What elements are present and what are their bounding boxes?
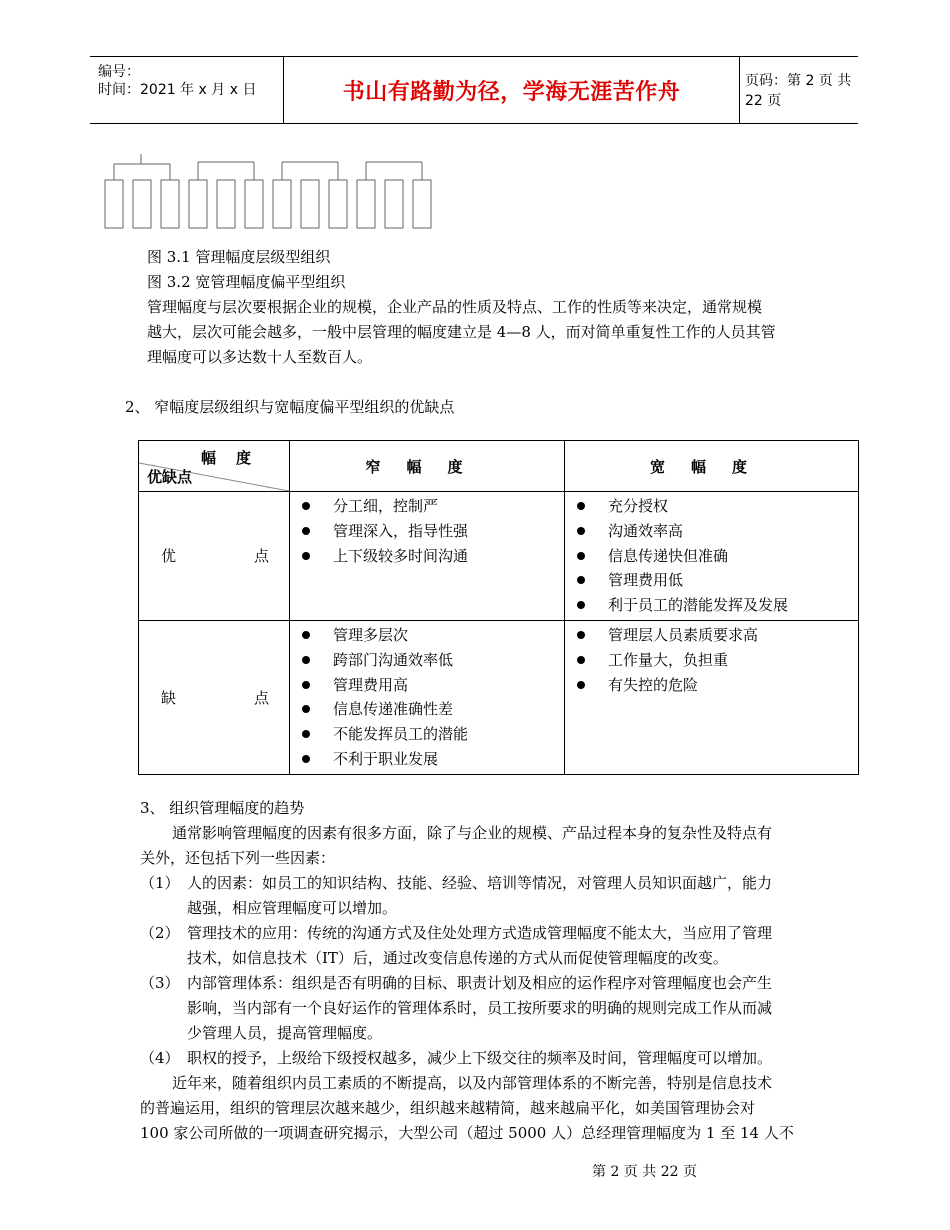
cons-label-a: 缺	[161, 688, 177, 707]
factor-text: 技术，如信息技术（IT）后，通过改变信息传递的方式从而促使管理幅度的改变。	[187, 949, 728, 967]
list-item: 充分授权	[575, 494, 858, 519]
list-item: 沟通效率高	[575, 519, 858, 544]
section-2-heading: 2、 窄幅度层级组织与宽幅度偏平型组织的优缺点	[125, 398, 455, 416]
factor-text: 越强，相应管理幅度可以增加。	[187, 899, 398, 917]
list-item: 管理层人员素质要求高	[575, 623, 858, 648]
factor-text: 影响，当内部有一个良好运作的管理体系时，员工按所要求的明确的规则完成工作从而减	[187, 999, 773, 1017]
list-item: 有失控的危险	[575, 673, 858, 698]
factor-text: 内部管理体系：组织是否有明确的目标、职责计划及相应的运作程序对管理幅度也会产生	[187, 974, 773, 992]
list-item: 上下级较多时间沟通	[300, 544, 564, 569]
factor-number: （1）	[140, 874, 180, 892]
org-node	[161, 180, 179, 228]
row-header-pros	[139, 492, 290, 621]
org-node	[273, 180, 291, 228]
factor-text: 少管理人员，提高管理幅度。	[187, 1024, 383, 1042]
table-row-pros	[139, 492, 859, 621]
factor-text: 管理技术的应用：传统的沟通方式及住处处理方式造成管理幅度不能太大，当应用了管理	[187, 924, 773, 942]
pros-label-b: 点	[253, 547, 269, 566]
figure-caption-3-1: 图 3.1 管理幅度层级型组织	[147, 248, 331, 266]
factor-number: （4）	[140, 1049, 180, 1067]
factor-3	[140, 971, 840, 1046]
org-node	[385, 180, 403, 228]
list-item: 不能发挥员工的潜能	[300, 722, 564, 747]
col-header-wide: 宽幅度	[565, 441, 859, 492]
org-node	[413, 180, 431, 228]
org-node	[329, 180, 347, 228]
org-chart-diagram	[100, 150, 440, 230]
narrow-pros-cell	[290, 492, 565, 621]
list-item: 工作量大，负担重	[575, 648, 858, 673]
list-item: 不利于职业发展	[300, 747, 564, 772]
doc-number-label: 编号：	[98, 64, 140, 80]
wide-pros-cell	[565, 492, 859, 621]
header-motto: 书山有路勤为径，学海无涯苦作舟	[342, 79, 681, 105]
factor-number: （2）	[140, 924, 180, 942]
section-3-intro: 关外，还包括下列一些因素：	[140, 849, 336, 867]
org-node	[245, 180, 263, 228]
list-item: 管理费用高	[300, 673, 564, 698]
page-header	[90, 56, 858, 124]
intro-line: 管理幅度与层次要根据企业的规模，企业产品的性质及特点、工作的性质等来决定，通常规模	[147, 298, 763, 316]
header-motto-cell	[283, 57, 740, 123]
doc-time-label: 时间：2021 年 x 月 x 日	[98, 82, 257, 98]
org-node	[189, 180, 207, 228]
row-header-cons	[139, 620, 290, 774]
list-item: 信息传递准确性差	[300, 697, 564, 722]
cons-label-b: 点	[253, 688, 269, 707]
pros-label-a: 优	[161, 547, 177, 566]
figure-caption-3-2: 图 3.2 宽管理幅度偏平型组织	[147, 273, 346, 291]
corner-top-label: 幅度	[200, 449, 271, 467]
org-node	[105, 180, 123, 228]
org-node	[357, 180, 375, 228]
list-item: 利于员工的潜能发挥及发展	[575, 593, 858, 618]
table-header-row	[139, 441, 859, 492]
intro-line: 越大，层次可能会越多，一般中层管理的幅度建立是 4—8 人，而对简单重复性工作的人员其管	[147, 323, 776, 341]
factor-1	[140, 871, 840, 921]
closing-paragraph-line: 100 家公司所做的一项调查研究揭示，大型公司（超过 5000 人）总经理管理幅度为 1 至 14 人不	[140, 1124, 794, 1142]
list-item: 管理深入，指导性强	[300, 519, 564, 544]
col-header-narrow: 窄幅度	[290, 441, 565, 492]
header-meta	[90, 57, 283, 123]
comparison-table	[138, 440, 859, 775]
table-row-cons	[139, 620, 859, 774]
section-3-intro: 通常影响管理幅度的因素有很多方面，除了与企业的规模、产品过程本身的复杂性及特点有	[172, 824, 773, 842]
factor-number: （3）	[140, 974, 180, 992]
list-item: 分工细，控制严	[300, 494, 564, 519]
section-3-heading: 3、 组织管理幅度的趋势	[140, 799, 305, 817]
table-corner-cell	[139, 441, 290, 492]
narrow-cons-cell	[290, 620, 565, 774]
factor-text: 职权的授予，上级给下级授权越多，减少上下级交往的频率及时间，管理幅度可以增加。	[187, 1049, 773, 1067]
closing-paragraph-line: 的普遍运用，组织的管理层次越来越少，组织越来越精简，越来越扁平化，如美国管理协会对	[140, 1099, 756, 1117]
list-item: 跨部门沟通效率低	[300, 648, 564, 673]
header-page-info: 页码：第 2 页 共 22 页	[745, 73, 852, 109]
org-node	[301, 180, 319, 228]
list-item: 管理多层次	[300, 623, 564, 648]
factor-2	[140, 921, 840, 971]
page-footer: 第 2 页 共 22 页	[592, 1164, 697, 1180]
wide-cons-cell	[565, 620, 859, 774]
factor-text: 人的因素：如员工的知识结构、技能、经验、培训等情况，对管理人员知识面越广，能力	[187, 874, 773, 892]
corner-bottom-label: 优缺点	[147, 468, 193, 486]
list-item: 管理费用低	[575, 568, 858, 593]
factor-4	[140, 1046, 840, 1071]
intro-line: 理幅度可以多达数十人至数百人。	[147, 348, 373, 366]
org-node	[133, 180, 151, 228]
org-node	[217, 180, 235, 228]
closing-paragraph-line: 近年来，随着组织内员工素质的不断提高，以及内部管理体系的不断完善，特别是信息技术	[172, 1074, 773, 1092]
list-item: 信息传递快但准确	[575, 544, 858, 569]
